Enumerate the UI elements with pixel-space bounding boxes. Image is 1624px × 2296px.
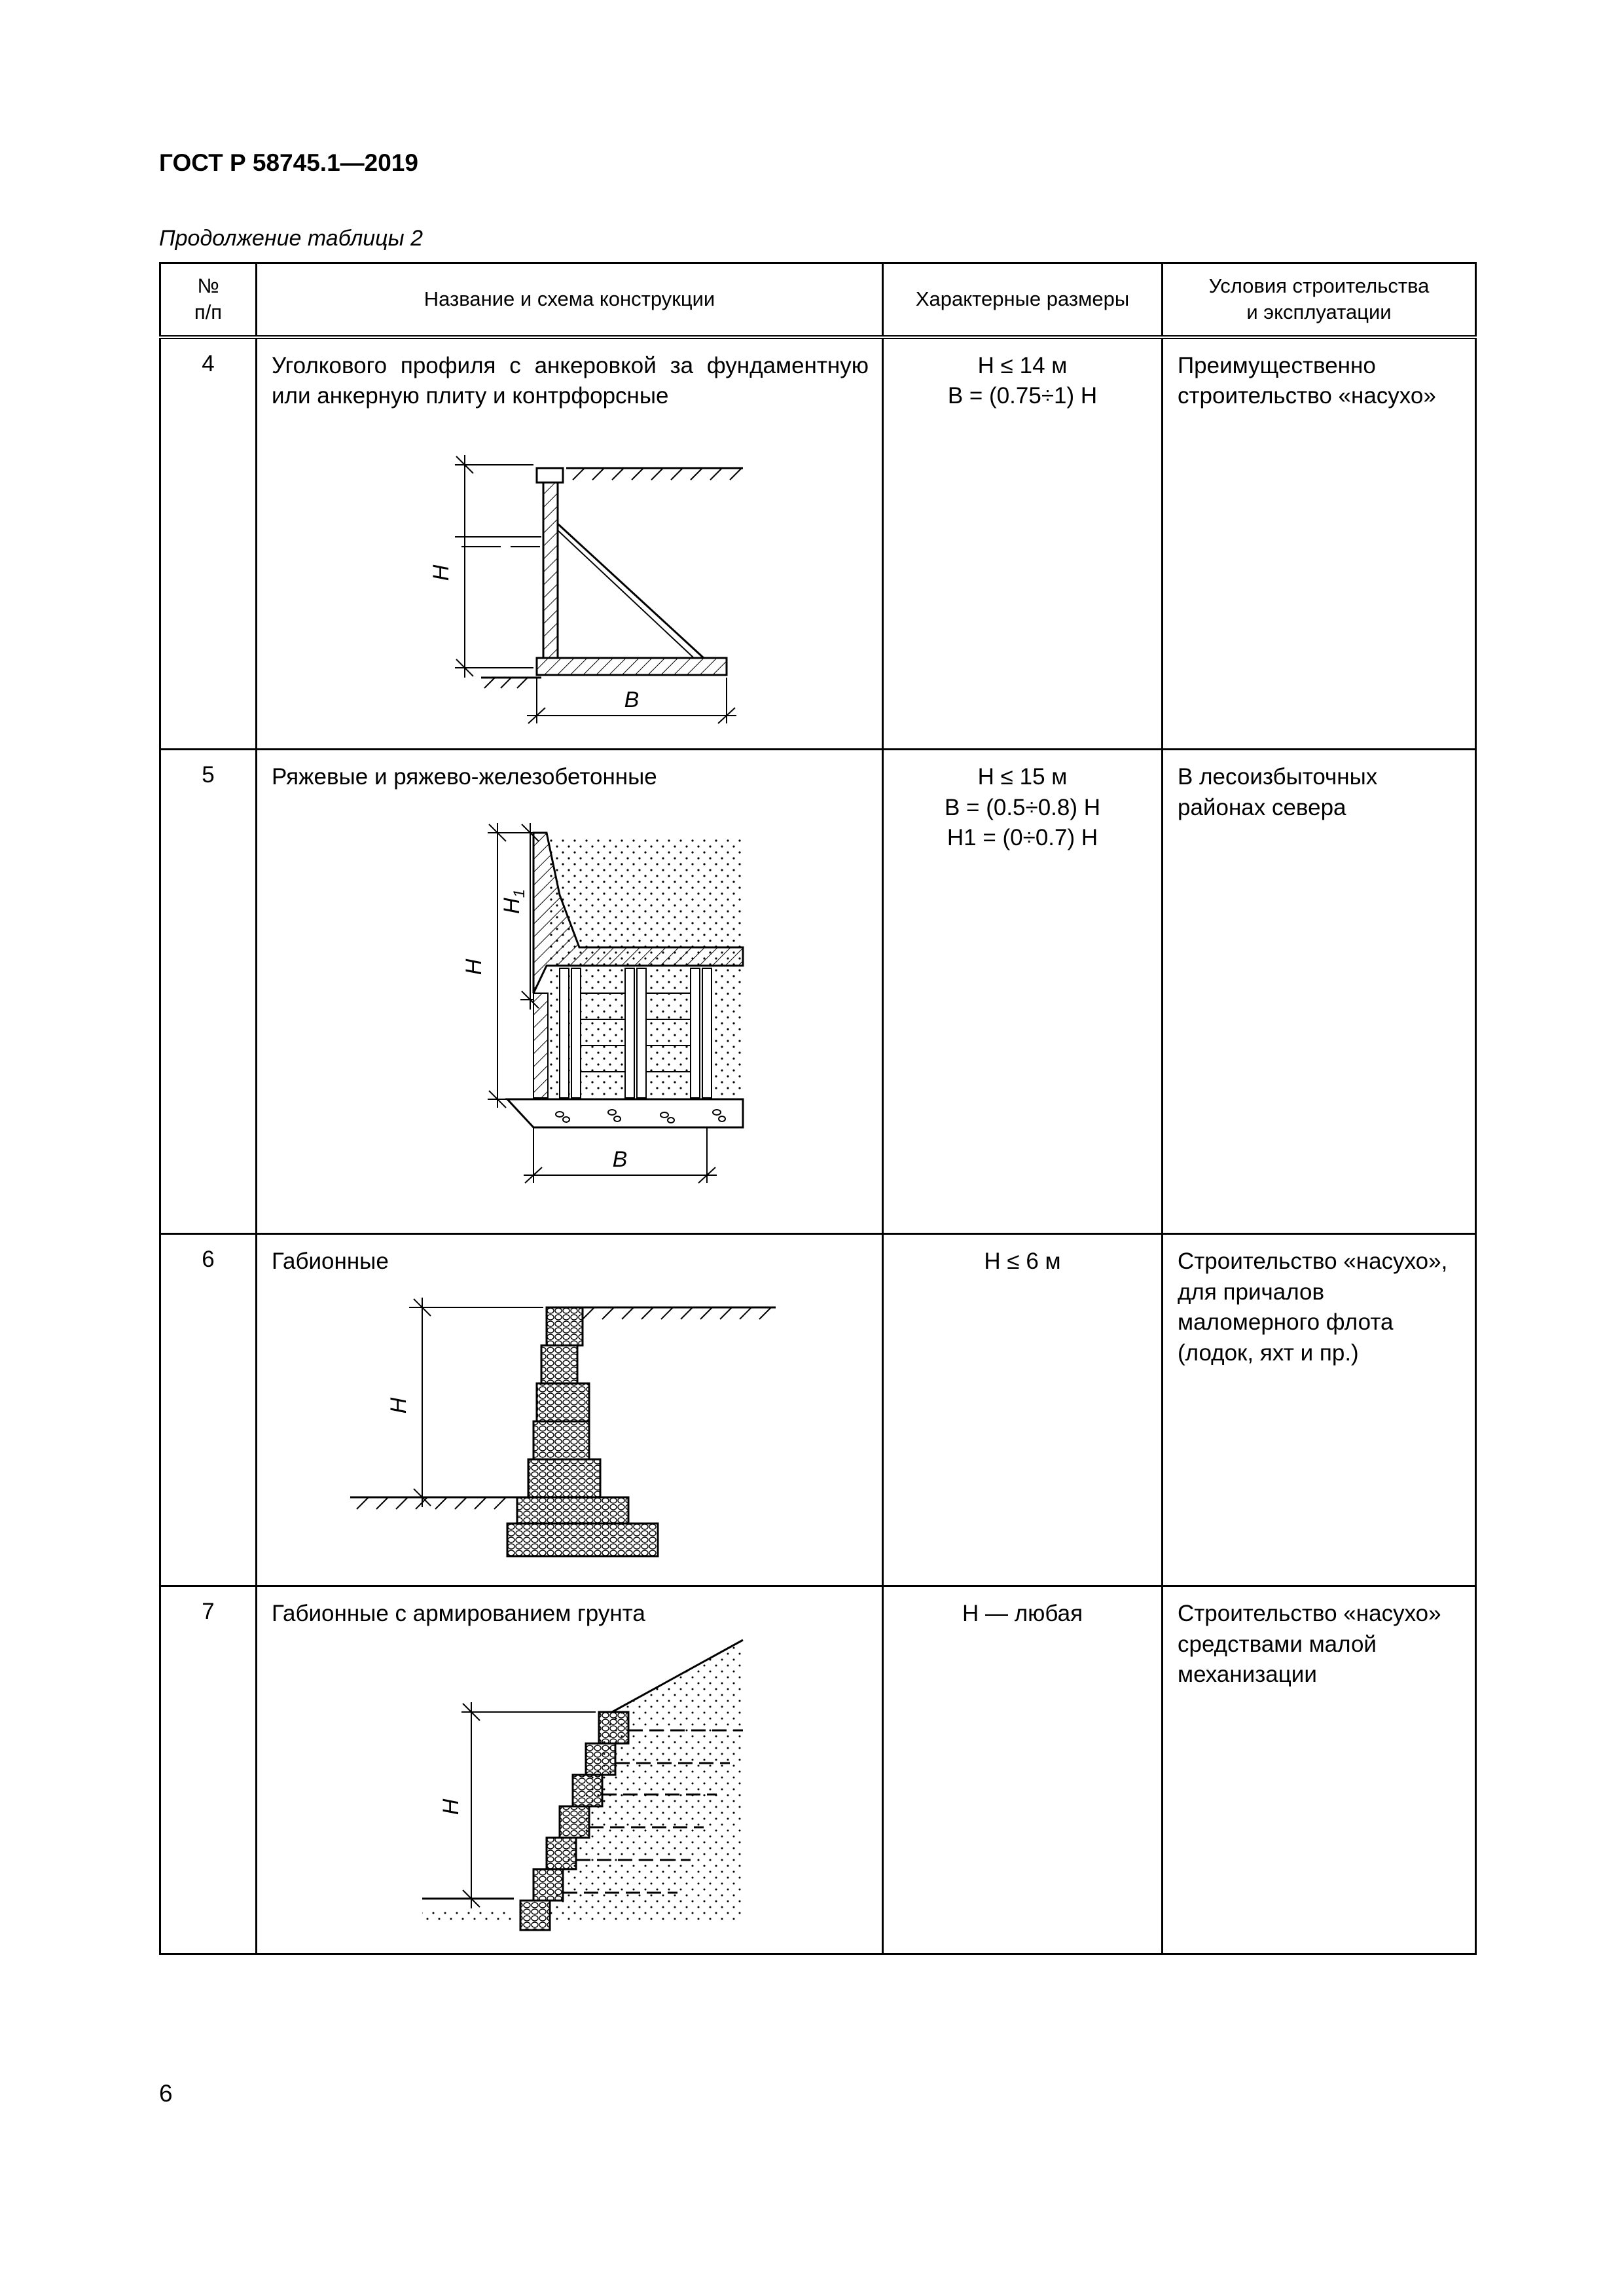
row-name: Габионные [272, 1248, 389, 1274]
row-number: 5 [160, 750, 257, 1234]
row-sizes [883, 1586, 1163, 1954]
structures-table [159, 262, 1477, 1955]
reinforced-gabion-schema [272, 1633, 861, 1935]
row-number: 7 [160, 1586, 257, 1954]
row-sizes [883, 337, 1163, 750]
size-value: B = (0.5÷0.8) H [944, 794, 1101, 820]
table-header-row [160, 263, 1476, 337]
angle-wall-schema [272, 416, 861, 730]
size-value: Н ≤ 6 м [984, 1248, 1061, 1274]
header-name: Название и схема конструкции [257, 263, 883, 337]
crib-wall-schema [272, 797, 861, 1216]
row-number: 6 [160, 1234, 257, 1586]
header-conditions: Условия строительства и эксплуатации [1163, 263, 1476, 337]
row-conditions: Строительство «насухо» средствами малой механизации [1163, 1586, 1476, 1954]
schema-label-b: B [624, 687, 640, 712]
row-name-cell [257, 337, 883, 750]
table-row [160, 1586, 1476, 1954]
table-row [160, 337, 1476, 750]
document-code: ГОСТ Р 58745.1—2019 [159, 149, 418, 176]
size-value: H1 = (0÷0.7) H [947, 825, 1098, 851]
table-row [160, 1234, 1476, 1586]
schema-label-h1: $H_1$ [499, 888, 528, 914]
row-number: 4 [160, 337, 257, 750]
table-row [160, 750, 1476, 1234]
row-name-cell [257, 1234, 883, 1586]
schema-label-h: H [461, 958, 486, 975]
row-name: Габионные с армированием грунта [272, 1601, 645, 1626]
page-number: 6 [159, 2080, 173, 2107]
schema-label-b: B [612, 1146, 628, 1172]
size-value: B = (0.75÷1) H [947, 383, 1098, 409]
row-name: Уголкового профиля с анкеровкой за фундаментную или анкерную плиту и контрфорсные [272, 352, 869, 409]
row-sizes [883, 750, 1163, 1234]
row-name-cell [257, 750, 883, 1234]
schema-label-h: H [439, 1798, 463, 1815]
row-name-cell [257, 1586, 883, 1954]
row-conditions: В лесоизбыточных районах севера [1163, 750, 1476, 1234]
header-number: № п/п [160, 263, 257, 337]
size-value: H ≤ 14 м [977, 352, 1068, 378]
header-sizes: Характерные размеры [883, 263, 1163, 337]
gabion-wall-schema [272, 1281, 861, 1569]
schema-label-h: H [386, 1397, 411, 1413]
row-conditions: Строительство «насухо», для причалов маломерного флота (лодок, яхт и пр.) [1163, 1234, 1476, 1586]
row-sizes [883, 1234, 1163, 1586]
schema-label-h: H [429, 564, 454, 581]
size-value: H — любая [962, 1601, 1083, 1626]
table-caption: Продолжение таблицы 2 [159, 226, 423, 251]
size-value: H ≤ 15 м [977, 764, 1068, 790]
row-name: Ряжевые и ряжево-железобетонные [272, 764, 657, 790]
row-conditions: Преимущественно строительство «насухо» [1163, 337, 1476, 750]
